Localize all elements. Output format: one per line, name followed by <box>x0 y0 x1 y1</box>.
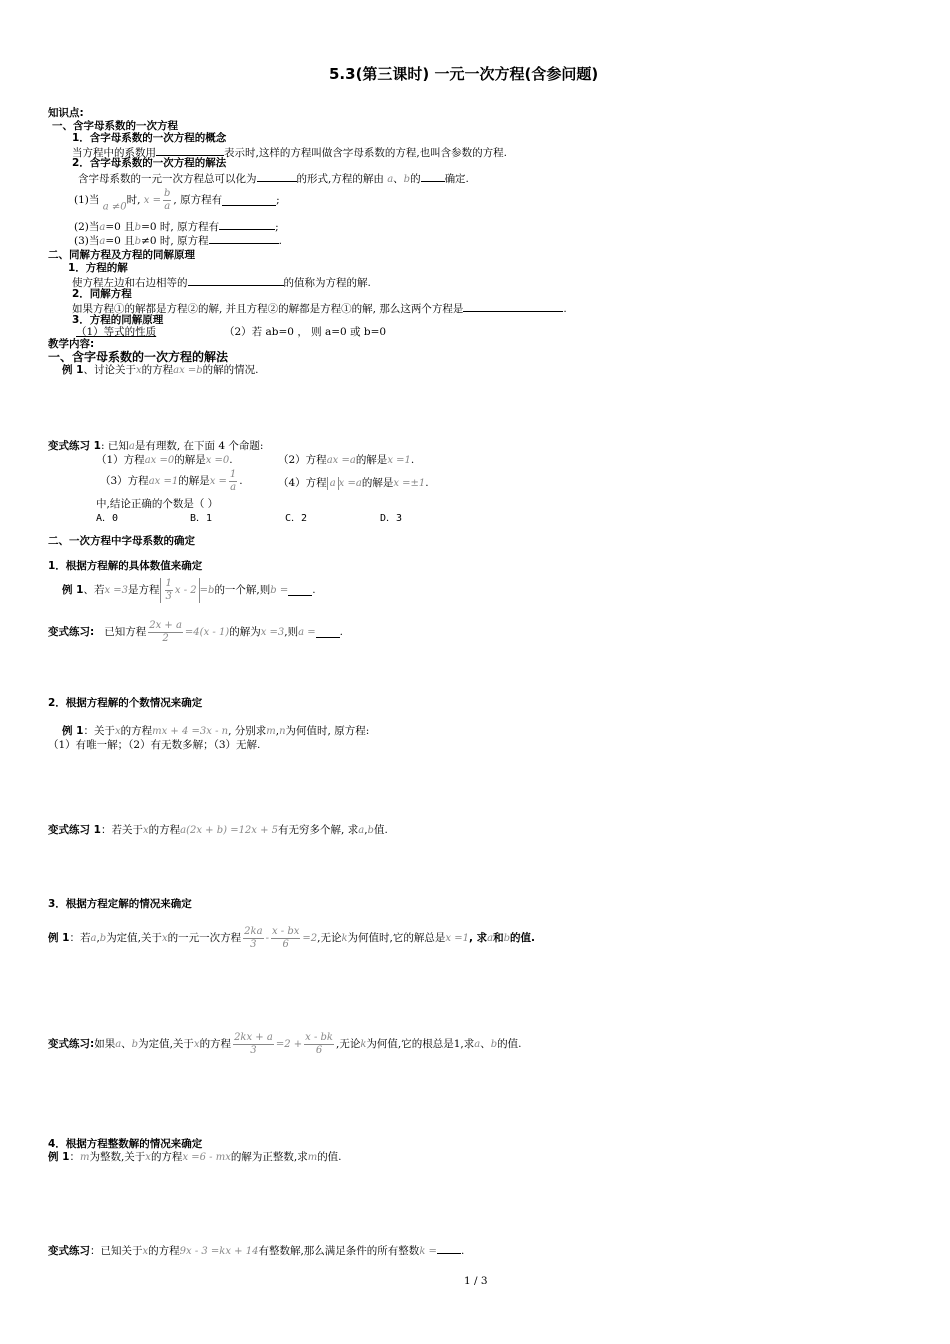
variant-2-4 <box>48 1243 464 1258</box>
var-x: x <box>193 1039 200 1050</box>
var-a: a <box>115 1039 122 1050</box>
variant-label: 变式练习 1 <box>48 824 101 836</box>
e4-post: 的解为正整数,求 <box>230 1151 308 1163</box>
blank <box>421 171 445 182</box>
var-a: a <box>99 236 106 247</box>
equation: =2 <box>302 933 318 944</box>
solution-post: 的值称为方程的解. <box>283 277 371 289</box>
var-a: a <box>387 174 394 185</box>
equation: a(2x + b) =12x + 5 <box>180 825 279 836</box>
v2-mid: 的方程 <box>148 824 181 836</box>
e3-mid3: ,无论 <box>317 932 342 944</box>
option-d: D．3 <box>380 513 403 524</box>
knowledge-heading: 知识点: <box>48 107 84 119</box>
section-2-2-title: 2．同解方程 <box>72 288 132 300</box>
variant-label: 变式练习: <box>48 626 95 638</box>
v3-pre: 如果 <box>94 1038 116 1050</box>
var-a: a <box>487 933 494 944</box>
variant-label: 变式练习 1 <box>48 440 101 452</box>
e3-mid2: 的一元一次方程 <box>167 932 242 944</box>
e3-mid: 为定值,关于 <box>106 932 163 944</box>
same-solution-pre: 如果方程①的解都是方程②的解, 并且方程②的解都是方程①的解, 那么这两个方程是 <box>72 303 464 315</box>
inner-expr: x - 2 <box>174 585 197 596</box>
case3-t2: ≠0 时, 原方程 <box>141 235 209 247</box>
var-m: m <box>307 1152 318 1163</box>
var-b: b <box>134 222 142 233</box>
page-number: 1 / 3 <box>464 1275 488 1287</box>
var-k: k = <box>419 1246 437 1257</box>
page-title: 5.3(第三课时) 一元一次方程(含参问题) <box>329 65 599 83</box>
proposition-1 <box>96 454 233 467</box>
v4-pre: ：已知关于 <box>90 1245 143 1257</box>
var-b: b <box>367 825 374 836</box>
question-text: 中,结论正确的个数是（ ） <box>96 498 219 510</box>
example-2-4 <box>48 1151 342 1164</box>
case3-pre: (3)当 <box>74 235 100 247</box>
sep: , <box>96 932 100 944</box>
example-label: 例 1 <box>62 725 84 737</box>
p3-mid: 的解是 <box>178 475 210 487</box>
section-1-title: 一、含字母系数的一次方程 <box>52 120 178 132</box>
e4-pre: ： <box>69 1151 80 1163</box>
section-2-1-title: 1．方程的解 <box>68 262 128 274</box>
e3-pre: ：若 <box>69 932 91 944</box>
solution: x =1 <box>387 455 411 466</box>
sep: 、 <box>121 1038 132 1050</box>
example-2-2-options: （1）有唯一解；（2）有无数多解；（3）无解. <box>48 739 261 751</box>
e4-end: 的值. <box>317 1151 342 1163</box>
option-b: B．1 <box>190 513 213 524</box>
e2-mid2: , 分别求 <box>228 725 267 737</box>
var-b: b <box>490 1039 498 1050</box>
equation: 9x - 3 =kx + 14 <box>179 1246 259 1257</box>
solution: x =1 <box>445 933 469 944</box>
fraction-1-3: $\frac{1}{3}$ <box>165 578 172 602</box>
v2-end: 值. <box>373 824 388 836</box>
var-x: x <box>162 933 168 944</box>
var-b: b <box>503 933 510 944</box>
e1-pre: 、若 <box>83 584 105 596</box>
equation: ax =1 <box>148 476 179 487</box>
fraction-2x-a-over-2: $\frac{2x + a}{2}$ <box>149 620 182 644</box>
section-1-1-title: 1．含字母系数的一次方程的概念 <box>72 132 227 144</box>
var-a: a <box>90 933 97 944</box>
case2-end: ; <box>275 221 279 233</box>
method-pre: 含字母系数的一元一次方程总可以化为 <box>78 173 257 185</box>
fraction-2ka-3: $\frac{2ka}{3}$ <box>244 926 263 950</box>
variant-label: 变式练习: <box>48 1038 95 1050</box>
e2-pre: ：关于 <box>83 725 115 737</box>
e3-post1: , 求 <box>468 932 488 944</box>
blank <box>222 195 276 206</box>
var-k: k <box>360 1039 367 1050</box>
fraction-b-over-a: $\frac{b}{a}$ <box>164 188 171 212</box>
solution-pre: 使方程左边和右边相等的 <box>72 277 188 289</box>
equation: x =a <box>338 478 362 489</box>
sub-3-title: 3．根据方程定解的情况来确定 <box>48 898 192 910</box>
v2-pre: ：若关于 <box>100 824 143 836</box>
example-1 <box>62 364 259 377</box>
e1-end: . <box>312 584 316 596</box>
abs-expression <box>160 578 200 603</box>
blank <box>288 585 312 596</box>
blank <box>188 275 284 286</box>
equation: =2 + <box>275 1039 303 1050</box>
p1-mid: 的解是 <box>174 454 206 466</box>
var-a: a <box>474 1039 481 1050</box>
variant-label: 变式练习 <box>48 1245 90 1257</box>
v3-end: 的值. <box>497 1038 522 1050</box>
solution: x =±1 <box>393 478 426 489</box>
v1-then: ,则 <box>284 626 299 638</box>
section-2-3-title: 3．方程的同解原理 <box>72 314 164 326</box>
option-c: C．2 <box>285 513 308 524</box>
equation: =4(x - 1) <box>184 627 230 638</box>
var-a: a <box>358 825 365 836</box>
blank <box>156 145 224 156</box>
variant-2-3 <box>48 1032 521 1057</box>
variant-2-1 <box>48 620 343 645</box>
blank <box>463 301 563 312</box>
variant-1 <box>48 440 263 453</box>
p4-end: . <box>425 477 429 489</box>
e2-mid: 的方程 <box>120 725 153 737</box>
example-label: 例 1 <box>62 584 84 596</box>
concept-post: 表示时,这样的方程叫做含字母系数的方程,也叫含参数的方程. <box>224 147 508 159</box>
e3-end: 的值. <box>509 932 535 944</box>
sub-2-title: 2．根据方程解的个数情况来确定 <box>48 697 203 709</box>
sep: , <box>364 824 368 836</box>
principle-1: （1）等式的性质 <box>76 326 157 338</box>
var1-pre: : 已知 <box>100 440 129 452</box>
v3-mid: 为定值,关于 <box>138 1038 194 1050</box>
p2-end: . <box>410 454 415 466</box>
p1-pre: （1）方程 <box>96 454 145 466</box>
var-m: m <box>266 726 276 737</box>
var-x: x <box>135 365 142 376</box>
case2-pre: (2)当 <box>74 221 100 233</box>
abs-a: a <box>327 477 339 490</box>
solution: x =3 <box>260 627 285 638</box>
var-b: b <box>134 236 142 247</box>
p3-end: . <box>239 475 243 487</box>
sep: , <box>275 725 280 737</box>
de: 的 <box>410 173 421 185</box>
v3-mid2: 的方程 <box>199 1038 232 1050</box>
var-x: x <box>145 1152 151 1163</box>
variant-2-2 <box>48 824 388 837</box>
example-label: 例 1 <box>62 364 84 376</box>
blank <box>257 171 297 182</box>
fraction-x-bk-6: $\frac{x - bk}{6}$ <box>305 1032 333 1056</box>
case-2 <box>74 219 279 234</box>
e4-mid2: 的方程 <box>150 1151 183 1163</box>
v1-mid: 的解为 <box>229 626 261 638</box>
p3-pre: （3）方程 <box>100 475 149 487</box>
method-post: 确定. <box>444 173 469 185</box>
equation: =b <box>199 585 215 596</box>
p4-pre: （4）方程 <box>278 477 327 489</box>
e1-mid: 是方程 <box>128 584 160 596</box>
var-x: x = <box>209 476 227 487</box>
var-n: n <box>279 726 286 737</box>
proposition-2 <box>278 454 414 467</box>
var-b: b <box>403 174 411 185</box>
v4-mid: 的方程 <box>148 1245 180 1257</box>
equation: x =6 - mx <box>182 1152 231 1163</box>
blank <box>437 1243 461 1254</box>
var-b: b <box>99 933 107 944</box>
section-ii-title: 二、一次方程中字母系数的确定 <box>48 535 195 547</box>
v3-post: 为何值,它的根总是1,求 <box>366 1038 475 1050</box>
and: 和 <box>493 932 504 944</box>
case2-t2: =0 时, 原方程有 <box>141 221 220 233</box>
ex1-post: 的解的情况. <box>202 364 259 376</box>
ex1-pre: 、讨论关于 <box>83 364 136 376</box>
sep: 、 <box>480 1038 491 1050</box>
example-2-3 <box>48 926 535 951</box>
v4-end: . <box>460 1245 465 1257</box>
proposition-4 <box>278 477 429 490</box>
p2-mid: 的解是 <box>355 454 388 466</box>
v3-mid3: ,无论 <box>335 1038 361 1050</box>
case-3 <box>74 233 282 248</box>
sep: 、 <box>393 173 404 185</box>
v4-post: 有整数解,那么满足条件的所有整数 <box>258 1245 420 1257</box>
e4-mid: 为整数,关于 <box>89 1151 146 1163</box>
blank <box>219 219 275 230</box>
principle-2-text: （2）若 ab=0 ， 则 a=0 或 b=0 <box>224 326 387 338</box>
case1-post: , 原方程有 <box>173 194 223 206</box>
fraction-2kx-a-3: $\frac{2kx + a}{3}$ <box>234 1032 273 1056</box>
var-b: b <box>131 1039 139 1050</box>
e1-post: 的一个解,则 <box>214 584 271 596</box>
p1-end: . <box>229 454 233 466</box>
fraction-1-over-a: $\frac{1}{a}$ <box>229 469 237 493</box>
principle-2 <box>224 326 386 339</box>
section-1-2-title: 2．含字母系数的一次方程的解法 <box>72 157 227 169</box>
teaching-section-1-title: 一、含字母系数的一次方程的解法 <box>48 350 229 364</box>
minus: - <box>265 933 269 944</box>
blank <box>209 233 279 244</box>
p2-pre: （2）方程 <box>278 454 327 466</box>
var-x: x <box>114 726 121 737</box>
p4-mid: 的解是 <box>361 477 394 489</box>
var1-post: 是有理数, 在下面 4 个命题: <box>134 440 264 452</box>
solution: x =0 <box>205 455 230 466</box>
var-a: a = <box>298 627 316 638</box>
ex1-mid: 的方程 <box>141 364 174 376</box>
proposition-3 <box>100 469 243 494</box>
case3-end: . <box>278 235 282 247</box>
case-1 <box>74 188 280 214</box>
v1-end: . <box>339 626 343 638</box>
case1-pre: (1)当 <box>74 194 100 206</box>
case3-t1: =0 且 <box>105 235 135 247</box>
sub-4-title: 4．根据方程整数解的情况来确定 <box>48 1138 203 1150</box>
var-x: x <box>142 1246 149 1257</box>
method-mid: 的形式,方程的解由 <box>296 173 384 185</box>
case1-x: x = <box>143 195 161 206</box>
solution: x =3 <box>104 585 129 596</box>
e2-post: 为何值时, 原方程: <box>285 725 370 737</box>
case1-end: ; <box>276 194 280 206</box>
example-label: 例 1 <box>48 1151 70 1163</box>
var-b: b = <box>270 585 289 596</box>
equation: mx + 4 =3x - n <box>152 726 229 737</box>
example-2-2 <box>62 725 369 738</box>
blank <box>316 627 340 638</box>
method-line <box>78 171 469 186</box>
var-m: m <box>79 1152 90 1163</box>
case1-cond: a ≠0 <box>102 201 127 213</box>
teaching-heading: 教学内容: <box>48 338 95 350</box>
section-2-title: 二、同解方程及方程的同解原理 <box>48 249 195 261</box>
fraction-x-bx-6: $\frac{x - bx}{6}$ <box>271 926 300 950</box>
same-solution-end: . <box>563 303 567 315</box>
var-x: x <box>142 825 149 836</box>
var-a: a <box>99 222 106 233</box>
var-a: a <box>128 441 135 452</box>
v2-post: 有无穷多个解, 求 <box>278 824 359 836</box>
e3-mid4: 为何值时,它的解总是 <box>347 932 446 944</box>
example-2-1 <box>62 578 316 603</box>
sub-1-title: 1．根据方程解的具体数值来确定 <box>48 560 203 572</box>
case2-t1: =0 且 <box>105 221 135 233</box>
example-label: 例 1 <box>48 932 70 944</box>
option-a: A．0 <box>96 513 119 524</box>
v1-pre: 已知方程 <box>104 626 147 638</box>
equation: ax =0 <box>144 455 175 466</box>
var-k: k <box>341 933 348 944</box>
equation: ax =b <box>173 365 203 376</box>
equation: ax =a <box>326 455 356 466</box>
case1-time: 时, <box>126 194 141 206</box>
concept-pre: 当方程中的系数用 <box>72 147 156 159</box>
